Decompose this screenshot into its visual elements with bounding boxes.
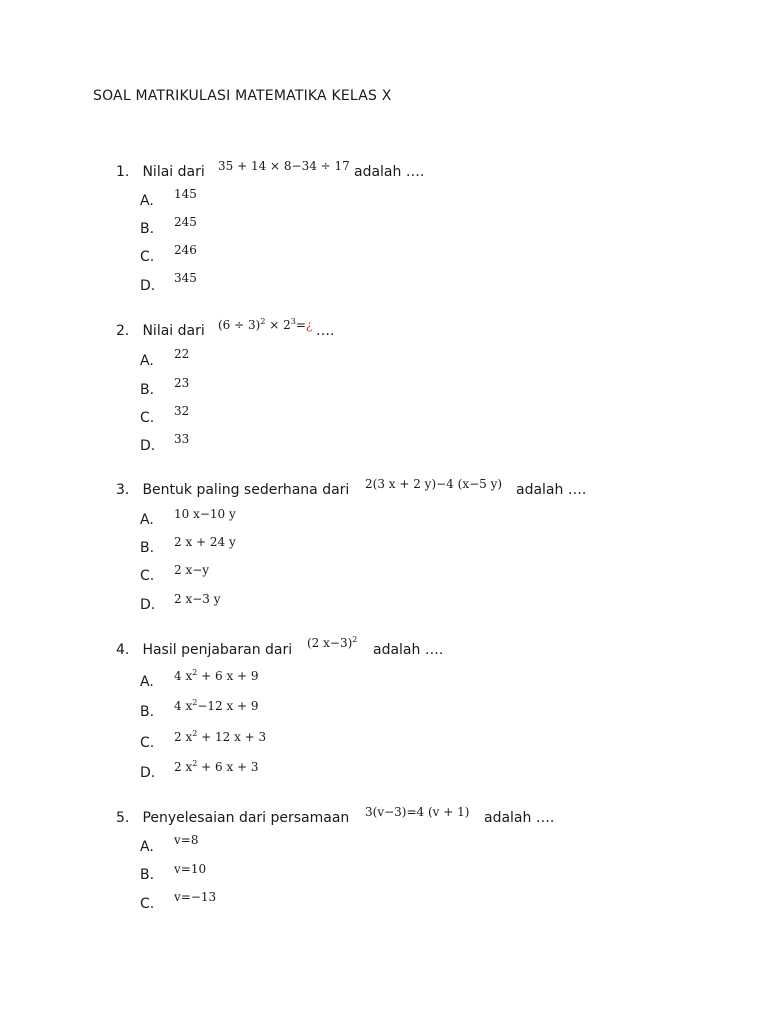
question-stem: Hasil penjabaran dari: [142, 642, 293, 658]
option-value: 4 $x^2-12$ x + 9: [174, 698, 259, 713]
option-letter: A.: [140, 353, 154, 369]
question-number: 1.: [116, 164, 130, 180]
question-expression: $(6 \div 3)^2$ × $2^3=¿$: [218, 317, 313, 332]
option-value: 2 x + 24 y: [174, 535, 236, 549]
option-letter: B.: [140, 221, 155, 237]
question-4: [116, 635, 444, 658]
question-tail: ….: [316, 323, 335, 339]
option-letter: B.: [140, 704, 155, 720]
option-letter: C.: [140, 568, 155, 584]
option-value: v=10: [174, 862, 207, 876]
option-value: 2 $x^2 + 6$ x + 3: [174, 759, 259, 774]
question-expression: (2 x−3)$^2$: [307, 635, 358, 650]
option-value: 10 x−10 y: [174, 507, 236, 521]
question-tail: adalah ….: [373, 642, 444, 658]
question-tail: adalah ….: [354, 164, 425, 180]
option-letter: D.: [140, 597, 156, 613]
question-3: [116, 477, 587, 498]
option-letter: C.: [140, 735, 155, 751]
option-letter: A.: [140, 674, 154, 690]
option-letter: B.: [140, 867, 155, 883]
question-stem: Nilai dari: [142, 164, 205, 180]
question-5: [116, 805, 555, 826]
question-1: [116, 159, 425, 180]
option-value: 33: [174, 432, 190, 446]
option-letter: D.: [140, 438, 156, 454]
option-value: v=−13: [174, 890, 217, 904]
option-letter: B.: [140, 540, 155, 556]
option-value: 245: [174, 215, 197, 229]
option-letter: A.: [140, 193, 154, 209]
question-stem: Penyelesaian dari persamaan: [142, 810, 350, 826]
question-expression: 35 + 14 × 8−34 ÷ 17: [218, 159, 350, 173]
option-letter: C.: [140, 410, 155, 426]
option-value: 2 x−y: [174, 563, 210, 577]
document-title: SOAL MATRIKULASI MATEMATIKA KELAS X: [93, 88, 392, 104]
option-value: 23: [174, 376, 190, 390]
option-value: 145: [174, 187, 197, 201]
option-letter: C.: [140, 896, 155, 912]
option-letter: B.: [140, 382, 155, 398]
option-value: 32: [174, 404, 190, 418]
option-value: 4 $x^2 + 6$ x + 9: [174, 668, 259, 683]
question-expression: 2(3 x + 2 y)−4 (x−5 y): [365, 477, 503, 491]
question-stem: Nilai dari: [142, 323, 205, 339]
option-letter: A.: [140, 512, 154, 528]
option-value: 22: [174, 347, 190, 361]
question-number: 5.: [116, 810, 130, 826]
question-stem: Bentuk paling sederhana dari: [142, 482, 350, 498]
option-letter: D.: [140, 278, 156, 294]
question-tail: adalah ….: [516, 482, 587, 498]
question-number: 4.: [116, 642, 130, 658]
option-value: 246: [174, 243, 197, 257]
question-number: 3.: [116, 482, 130, 498]
option-letter: D.: [140, 765, 156, 781]
option-value: 2 $x^2 + 12$ x + 3: [174, 729, 267, 744]
question-expression: 3(v−3)=4 (v + 1): [365, 805, 470, 819]
option-letter: A.: [140, 839, 154, 855]
option-letter: C.: [140, 249, 155, 265]
option-value: 2 x−3 y: [174, 592, 221, 606]
question-2: [116, 317, 335, 339]
question-tail: adalah ….: [484, 810, 555, 826]
option-value: v=8: [174, 833, 199, 847]
question-number: 2.: [116, 323, 130, 339]
option-value: 345: [174, 271, 197, 285]
